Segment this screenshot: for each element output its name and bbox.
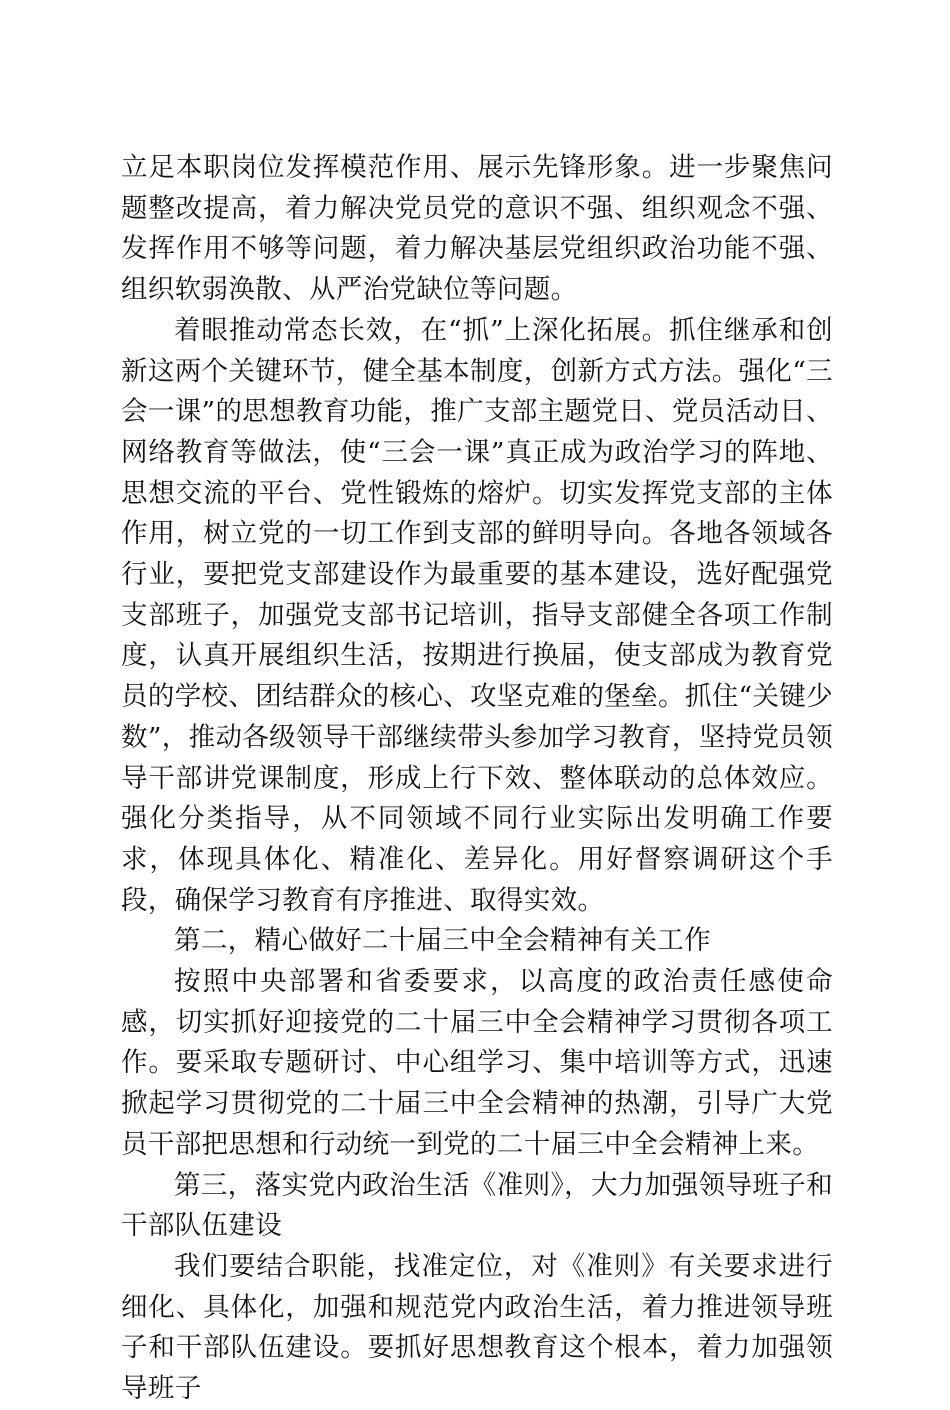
section-heading-2: 第二，精心做好二十届三中全会精神有关工作 <box>174 925 711 957</box>
paragraph-2: 着眼推动常态长效，在“抓”上深化拓展。抓住继承和创新这两个关键环节，健全基本制度，创新方式方法。强化“三会一课”的思想教育功能，推广支部主题党日、党员活动日、网络教育等做法，使“三会一课”真正成为政治学习的阵地、思想交流的平台、党性锻炼的熔炉。切实发挥党支部的主体作用，树立党的一切工作到支部的鲜明导向。各地各领域各行业，要把党支部建设作为最重要的基本建设，选好配强党支部班子，加强党支部书记培训，指导支部健全各项工作制度，认真开展组织生活，按期进行换届，使支部成为教育党员的学校、团结群众的核心、攻坚克难的堡垒。抓住“关键少数”，推动各级领导干部继续带头参加学习教育，坚持党员领导干部讲党课制度，形成上行下效、整体联动的总体效应。强化分类指导，从不同领域不同行业实际出发明确工作要求，体现具体化、精准化、差异化。用好督察调研这个手段，确保学习教育有序推进、取得实效。 <box>121 314 833 916</box>
paragraph-3: 按照中央部署和省委要求，以高度的政治责任感使命感，切实抓好迎接党的二十届三中全会精神学习贯彻各项工作。要采取专题研讨、中心组学习、集中培训等方式，迅速掀起学习贯彻党的二十届三中全会精神的热潮，引导广大党员干部把思想和行动统一到党的二十届三中全会精神上来。 <box>121 966 833 1160</box>
paragraph-4: 我们要结合职能，找准定位，对《准则》有关要求进行细化、具体化，加强和规范党内政治生活，着力推进领导班子和干部队伍建设。要抓好思想教育这个根本，着力加强领导班子 <box>121 1250 833 1405</box>
paragraph-1: 立足本职岗位发挥模范作用、展示先锋形象。进一步聚焦问题整改提高，着力解决党员党的意识不强、组织观念不强、发挥作用不够等问题，着力解决基层党组织政治功能不强、组织软弱涣散、从严治党缺位等问题。 <box>121 152 833 306</box>
document-body <box>121 148 833 1410</box>
section-heading-3: 第三，落实党内政治生活《准则》，大力加强领导班子和干部队伍建设 <box>121 1169 833 1242</box>
